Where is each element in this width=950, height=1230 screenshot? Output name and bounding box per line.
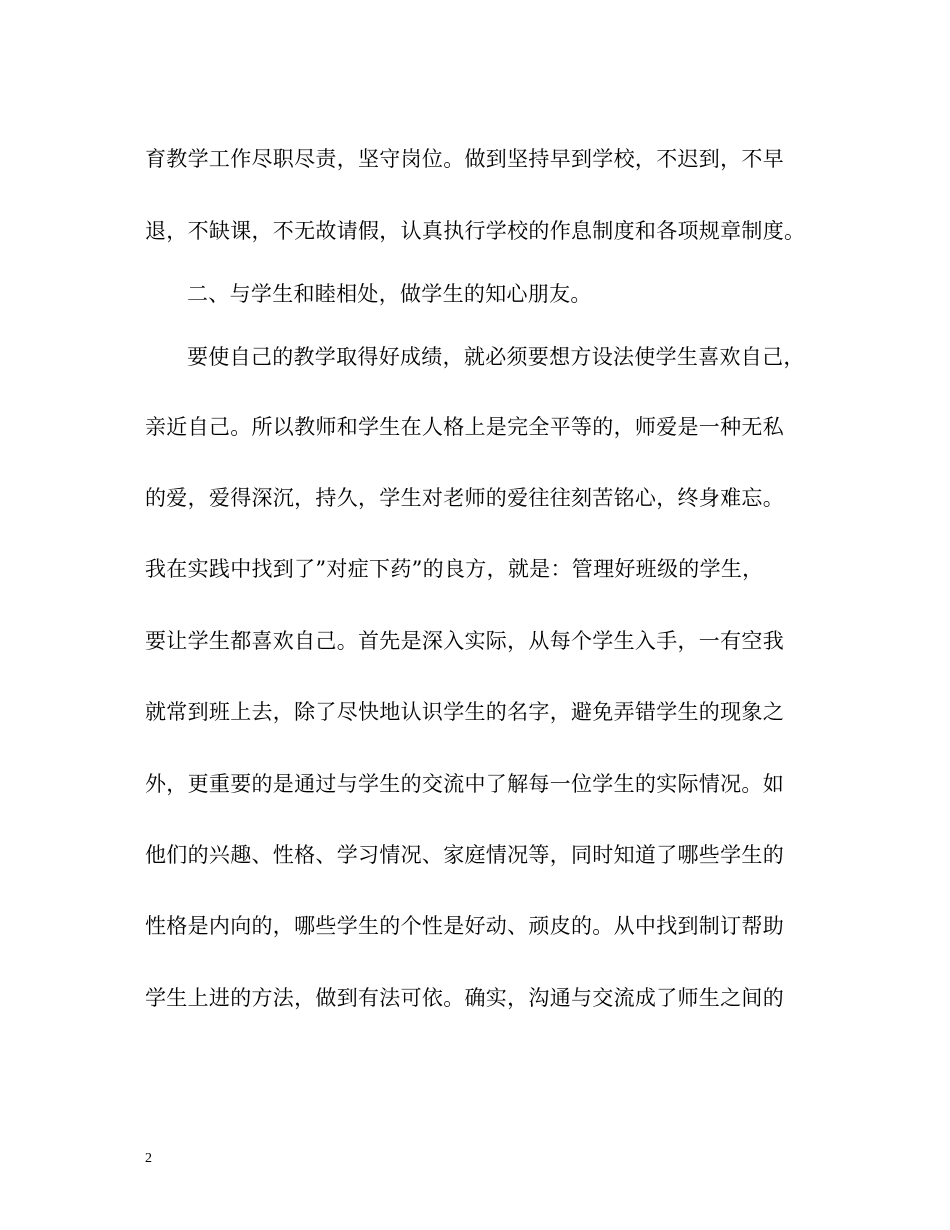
text-line: 学生上进的方法，做到有法可依。确实，沟通与交流成了师生之间的 xyxy=(145,986,784,1010)
text-line: 就常到班上去，除了尽快地认识学生的名字，避免弄错学生的现象之 xyxy=(145,700,784,724)
text-line: 性格是内向的，哪些学生的个性是好动、顽皮的。从中找到制订帮助 xyxy=(145,914,784,938)
text-line: 亲近自己。所以教师和学生在人格上是完全平等的，师爱是一种无私 xyxy=(145,415,784,439)
paragraph-first-line: 要使自己的教学取得好成绩，就必须要想方设法使学生喜欢自己， xyxy=(187,345,805,369)
section-heading: 二、与学生和睦相处，做学生的知心朋友。 xyxy=(187,282,592,306)
text-line: 育教学工作尽职尽责，坚守岗位。做到坚持早到学校，不迟到，不早 xyxy=(145,147,784,171)
text-line: 我在实践中找到了”对症下药”的良方，就是：管理好班级的学生， xyxy=(145,557,764,581)
text-line: 要让学生都喜欢自己。首先是深入实际，从每个学生入手，一有空我 xyxy=(145,629,784,653)
text-line: 的爱，爱得深沉，持久，学生对老师的爱往往刻苦铭心，终身难忘。 xyxy=(145,486,784,510)
text-line: 退，不缺课，不无故请假，认真执行学校的作息制度和各项规章制度。 xyxy=(145,219,806,243)
text-line: 外，更重要的是通过与学生的交流中了解每一位学生的实际情况。如 xyxy=(145,772,784,796)
text-line: 他们的兴趣、性格、学习情况、家庭情况等，同时知道了哪些学生的 xyxy=(145,843,784,867)
page-number: 2 xyxy=(145,1151,152,1166)
